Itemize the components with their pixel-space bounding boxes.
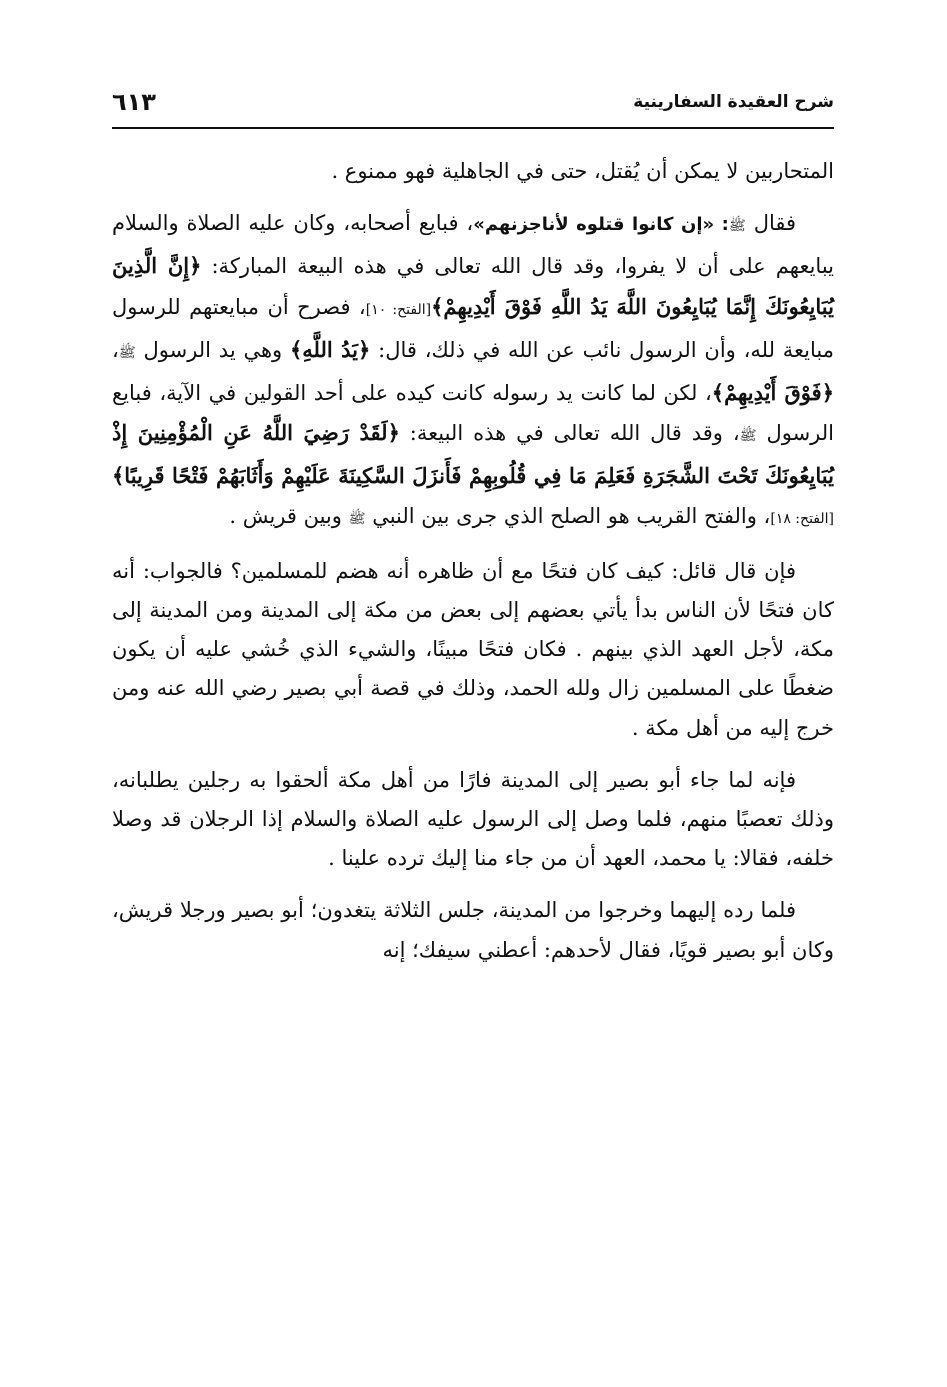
paragraph: [112, 761, 834, 879]
paragraph: [112, 204, 834, 539]
salutation-glyph: ﷺ: [739, 428, 757, 445]
paragraph-text: وهي يد الرسول: [135, 337, 290, 362]
body-text: [112, 152, 834, 970]
quran-verse: ﴿فَوْقَ أَيْدِيهِمْ﴾: [711, 380, 834, 406]
paragraph-text: ، فصرح أن مبايعتهم للرسول مبايعة لله، وأن الرسول نائب عن الله في ذلك، قال:: [112, 294, 835, 362]
quran-verse: ﴿إِنَّ الَّذِينَ يُبَايِعُونَكَ إِنَّمَا يُبَايِعُونَ اللَّهَ يَدُ اللَّهِ فَوْقَ أَيْدِيهِمْ﴾: [112, 253, 834, 319]
paragraph-text: وبين قريش .: [229, 503, 349, 528]
quran-verse: ﴿يَدُ اللَّهِ﴾: [289, 336, 371, 362]
paragraph-text: ، والفتح القريب هو الصلح الذي جرى بين النبي: [365, 503, 771, 528]
salutation-glyph: ﷺ: [348, 510, 366, 527]
page-header: [112, 88, 834, 122]
paragraph: [112, 891, 834, 969]
salutation-glyph: ﷺ: [118, 344, 136, 361]
verse-reference: [الفتح: ١٨]: [770, 510, 834, 527]
paragraph-text: فلما رده إليهما وخرجوا من المدينة، جلس الثلاثة يتغدون؛ أبو بصير ورجلا قريش، وكان أبو بصير قويًا، فقال لأحدهم: أعطني سيفك؛ إنه: [112, 898, 834, 962]
paragraph-text: المتحاربين لا يمكن أن يُقتل، حتى في الجاهلية فهو ممنوع .: [331, 159, 834, 183]
running-title: شرح العقيدة السفارينية: [633, 92, 834, 112]
salutation-glyph: ﷺ: [728, 218, 746, 235]
header-divider: [112, 127, 834, 129]
hadith-quote: : «إن كانوا قتلوه لأناجزنهم»: [473, 214, 729, 236]
paragraph: [112, 152, 834, 191]
verse-reference: [الفتح: ١٠]: [365, 301, 432, 318]
paragraph-text: فإنه لما جاء أبو بصير إلى المدينة فارًا من أهل مكة ألحقوا به رجلين يطلبانه، وذلك تعصبًا منهم، فلما وصل إلى الرسول عليه الصلاة والسلام إذا الرجلان قد وصلا خلفه، فقالا: يا محمد، العهد أن من جاء منا إليك ترده علينا .: [112, 767, 834, 871]
paragraph-text: ، فبايع أصحابه، وكان عليه الصلاة والسلام يبايعهم على أن لا يفروا، وقد قال الله تعالى في هذه البيعة المباركة:: [112, 211, 834, 279]
paragraph: [112, 552, 834, 748]
paragraph-text: ، وقد قال الله تعالى في هذه البيعة:: [399, 421, 740, 446]
quran-verse: ﴿لَقَدْ رَضِيَ اللَّهُ عَنِ الْمُؤْمِنِينَ إِذْ يُبَايِعُونَكَ تَحْتَ الشَّجَرَةِ فَعَلِمَ مَا فِي قُلُوبِهِمْ فَأَنزَلَ السَّكِينَةَ عَلَيْهِمْ وَأَثَابَهُمْ فَتْحًا قَرِيبًا﴾: [112, 420, 834, 489]
paragraph-text: فإن قال قائل: كيف كان فتحًا مع أن ظاهره أنه هضم للمسلمين؟ فالجواب: أنه كان فتحًا لأن الناس بدأ يأتي بعضهم إلى بعض من مكة إلى المدينة ومن المدينة إلى مكة، لأجل العهد الذي بينهم . فكان فتحًا مبينًا، والشيء الذي خُشي عليه أن يكون ضغطًا على المسلمين زال ولله الحمد، وذلك في قصة أبي بصير رضي الله عنه ومن خرج إليه من أهل مكة .: [112, 558, 834, 740]
paragraph-text: ، لكن لما كانت يد رسوله كانت كيده على أحد القولين في الآية، فبايع الرسول: [112, 381, 834, 446]
paragraph-text: فقال: [745, 211, 797, 236]
page-number: ٦١٣: [112, 88, 156, 116]
paragraph-text: ،: [112, 337, 119, 362]
